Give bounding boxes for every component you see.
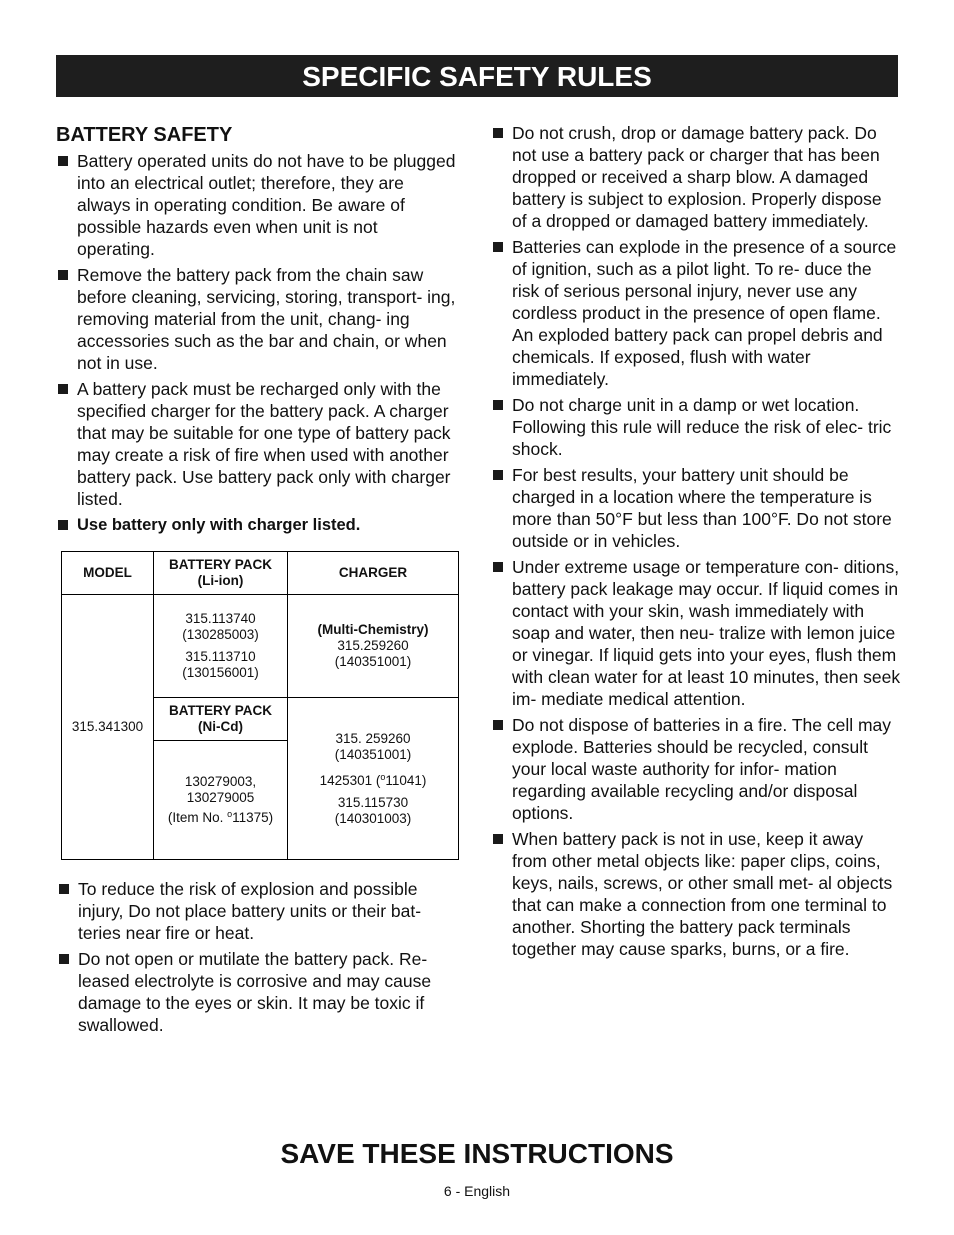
left-column-bottom: [57, 878, 461, 1040]
list-item: Do not dispose of batteries in a fire. The cell may explode. Batteries should be recycled, consult your local waste authority for infor- mation regarding available recycling and/or disposal options.: [491, 714, 901, 824]
list-item: A battery pack must be recharged only with the specified charger for the battery pack. A charger that may be suitable for one type of battery pack may create a risk of fire when used with another battery pack. Use battery pack only with charger listed.: [56, 378, 460, 510]
table-header-charger: CHARGER: [338, 565, 408, 580]
table-cell-liion-packs: 315.113740 (130285003) 315.113710 (130156001): [182, 611, 259, 680]
table-cell-nicd-packs: 130279003, 130279005 (Item No. $^o$11375): [167, 774, 274, 825]
table-header-battery-pack: BATTERY PACK (Li-ion): [168, 557, 272, 588]
list-item: When battery pack is not in use, keep it away from other metal objects like: paper clips, coins, keys, nails, screws, or other small met- al objects that can make a connection from one terminal to another. Shorting the battery pack terminals together may cause sparks, burns, or a fire.: [491, 828, 901, 960]
table-cell-model: 315.341300: [71, 719, 144, 734]
list-item-bold: Use battery only with charger listed.: [56, 514, 460, 536]
list-item: For best results, your battery unit should be charged in a location where the temperature is more than 50°F but less than 100°F. Do not store outside or in vehicles.: [491, 464, 901, 552]
list-item: Do not crush, drop or damage battery pack. Do not use a battery pack or charger that has been dropped or received a sharp blow. A damaged battery is subject to explosion. Properly dispose of a dropped or damaged battery immediately.: [491, 122, 901, 232]
list-item: Batteries can explode in the presence of a source of ignition, such as a pilot light. To re- duce the risk of serious personal injury, never use any cordless product in the presence of open flame. An exploded battery pack can propel debris and chemicals. If exposed, flush with water immediately.: [491, 236, 901, 390]
table-header-model: MODEL: [83, 565, 132, 580]
bullet-list-bottom: [57, 878, 461, 1036]
list-item: Do not charge unit in a damp or wet location. Following this rule will reduce the risk of elec- tric shock.: [491, 394, 901, 460]
list-item: Battery operated units do not have to be plugged into an electrical outlet; therefore, they are always in operating condition. Be aware of possible hazards even when unit is not operating.: [56, 150, 460, 260]
battery-charger-table: [61, 551, 459, 860]
page-number: 6 - English: [443, 1183, 511, 1199]
table-subheader-nicd: BATTERY PACK (Ni-Cd): [168, 703, 272, 734]
bullet-list-right: [491, 122, 901, 960]
list-item: Remove the battery pack from the chain saw before cleaning, servicing, storing, transport- ing, removing material from the unit, chang- ing accessories such as the bar and chain, or when not in use.: [56, 264, 460, 374]
left-column: [56, 122, 460, 540]
table-cell-charger-multi: (Multi-Chemistry) 315.259260 (140351001): [317, 622, 429, 669]
list-item: To reduce the risk of explosion and possible injury, Do not place battery units or their bat- teries near fire or heat.: [57, 878, 461, 944]
right-column: [491, 122, 901, 964]
list-item: Do not open or mutilate the battery pack. Re- leased electrolyte is corrosive and may cause damage to the eyes or skin. It may be toxic if swallowed.: [57, 948, 461, 1036]
page-title-banner: [56, 55, 898, 97]
bullet-list-top: [56, 150, 460, 536]
page-title: SPECIFIC SAFETY RULES: [302, 61, 652, 92]
section-heading-battery-safety: BATTERY SAFETY: [56, 124, 233, 146]
table-cell-charger-nicd: 315. 259260 (140351001) 1425301 ($^o$11041) 315.115730 (140301003): [319, 730, 427, 826]
save-instructions-heading: SAVE THESE INSTRUCTIONS: [280, 1138, 674, 1169]
list-item: Under extreme usage or temperature con- ditions, battery pack leakage may occur. If liquid comes in contact with your skin, wash immediately with soap and water, then neu- tralize with lemon juice or vinegar. If liquid gets into your eyes, flush them with clean water for at least 10 minutes, then seek im- mediate medical attention.: [491, 556, 901, 710]
